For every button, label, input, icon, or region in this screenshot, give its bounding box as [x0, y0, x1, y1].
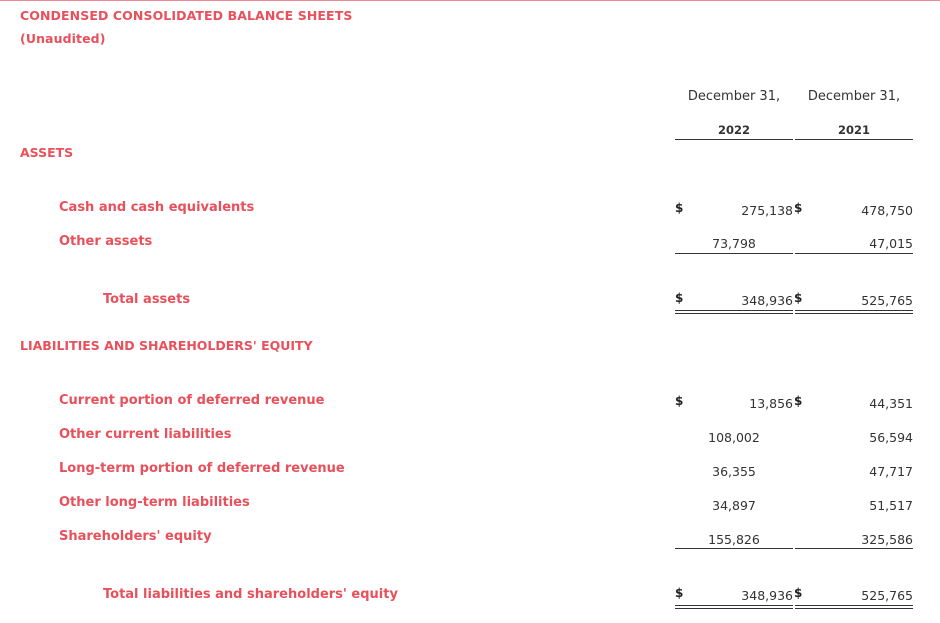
dollar-sign: $	[675, 586, 684, 600]
value-current-deferred-revenue-2021: 44,351	[869, 396, 913, 411]
value-other-long-term-liabilities-2021: 51,517	[869, 498, 913, 513]
year-2021: 2021	[837, 123, 870, 137]
value-total-liabilities-equity-2022: 348,936	[741, 588, 793, 603]
value-other-assets-2022: 73,798	[712, 236, 756, 251]
value-long-term-deferred-revenue-2022: 36,355	[712, 464, 756, 479]
dollar-sign: $	[794, 586, 803, 600]
total-double-underline-2022	[675, 313, 793, 314]
column-header-2022: December 31,	[687, 89, 781, 104]
row-label-current-deferred-revenue: Current portion of deferred revenue	[59, 393, 325, 408]
total-double-underline-2022	[675, 310, 793, 311]
value-current-deferred-revenue-2022: 13,856	[749, 396, 793, 411]
header-underline-2021	[795, 139, 913, 140]
row-label-shareholders-equity: Shareholders' equity	[59, 529, 212, 544]
subtotal-underline-2022	[675, 253, 793, 254]
total-double-underline-2022	[675, 605, 793, 606]
header-underline-2022	[675, 139, 793, 140]
value-cash-2022: 275,138	[741, 203, 793, 218]
year-2022: 2022	[717, 123, 750, 137]
dollar-sign: $	[794, 201, 803, 215]
row-label-total-liabilities-equity: Total liabilities and shareholders' equity	[103, 587, 398, 602]
value-other-assets-2021: 47,015	[869, 236, 913, 251]
value-shareholders-equity-2021: 325,586	[861, 532, 913, 547]
value-total-liabilities-equity-2021: 525,765	[861, 588, 913, 603]
column-header-2021: December 31,	[807, 89, 901, 104]
row-label-long-term-deferred-revenue: Long-term portion of deferred revenue	[59, 461, 345, 476]
row-label-total-assets: Total assets	[103, 292, 191, 307]
dollar-sign: $	[675, 201, 684, 215]
dollar-sign: $	[794, 291, 803, 305]
row-label-other-current-liabilities: Other current liabilities	[59, 427, 232, 442]
top-border	[0, 0, 940, 1]
value-other-current-liabilities-2022: 108,002	[708, 430, 760, 445]
row-label-other-assets: Other assets	[59, 234, 153, 249]
liabilities-heading: LIABILITIES AND SHAREHOLDERS' EQUITY	[20, 338, 313, 353]
value-total-assets-2021: 525,765	[861, 293, 913, 308]
report-subtitle: (Unaudited)	[20, 31, 106, 46]
subtotal-underline-2021	[795, 253, 913, 254]
value-long-term-deferred-revenue-2021: 47,717	[869, 464, 913, 479]
value-shareholders-equity-2022: 155,826	[708, 532, 760, 547]
total-double-underline-2021	[795, 608, 913, 609]
total-double-underline-2021	[795, 313, 913, 314]
value-total-assets-2022: 348,936	[741, 293, 793, 308]
total-double-underline-2021	[795, 310, 913, 311]
dollar-sign: $	[794, 394, 803, 408]
value-cash-2021: 478,750	[861, 203, 913, 218]
dollar-sign: $	[675, 394, 684, 408]
row-label-other-long-term-liabilities: Other long-term liabilities	[59, 495, 250, 510]
row-label-cash: Cash and cash equivalents	[59, 200, 255, 215]
total-double-underline-2022	[675, 608, 793, 609]
subtotal-underline-2022	[675, 548, 793, 549]
report-title: CONDENSED CONSOLIDATED BALANCE SHEETS	[20, 8, 353, 23]
value-other-long-term-liabilities-2022: 34,897	[712, 498, 756, 513]
subtotal-underline-2021	[795, 548, 913, 549]
assets-heading: ASSETS	[20, 145, 74, 160]
total-double-underline-2021	[795, 605, 913, 606]
value-other-current-liabilities-2021: 56,594	[869, 430, 913, 445]
dollar-sign: $	[675, 291, 684, 305]
